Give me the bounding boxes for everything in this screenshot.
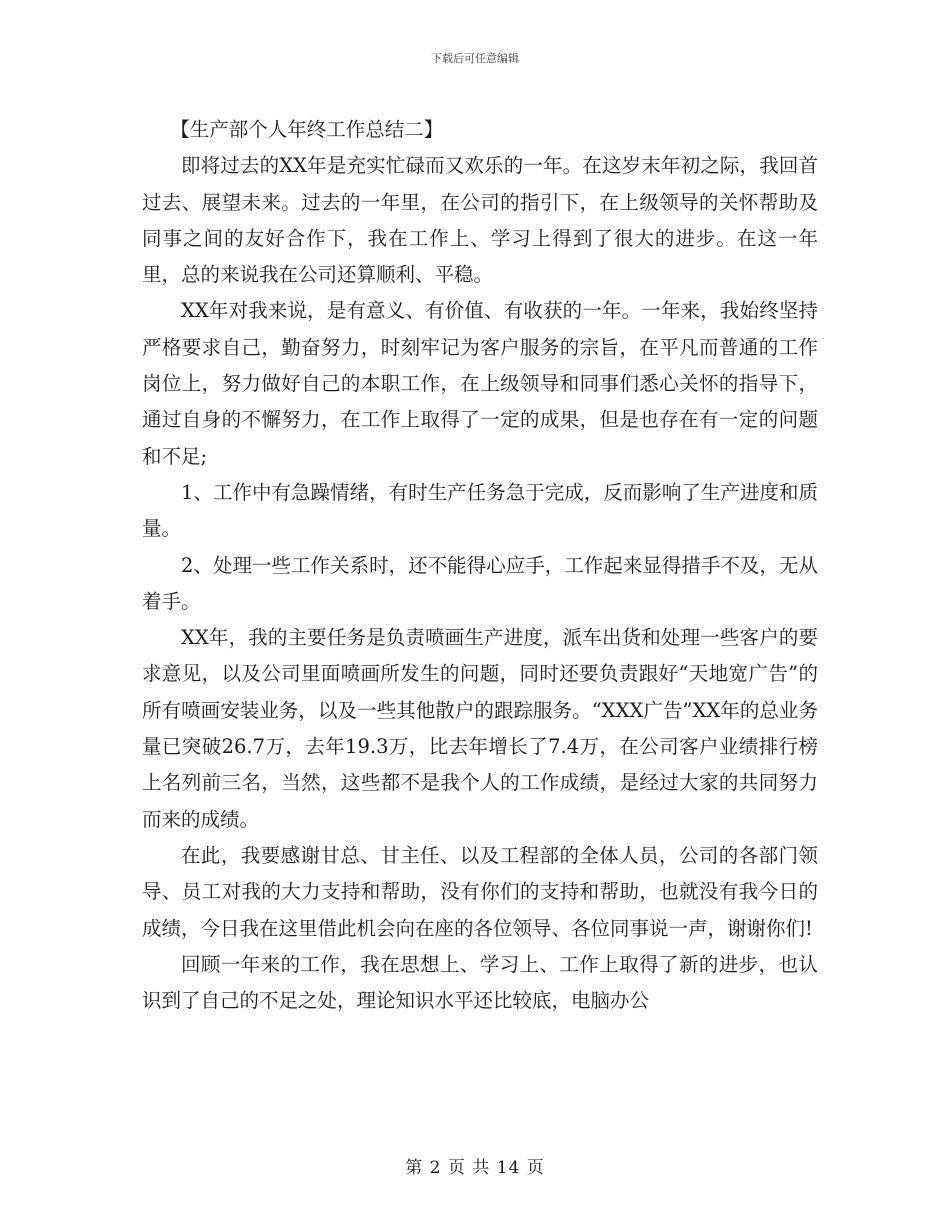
document-title: 【生产部个人年终工作总结二】 <box>170 118 444 141</box>
page-header: 下载后可任意编辑 <box>431 52 519 65</box>
list-item: 1、工作中有急躁情绪，有时生产任务急于完成，反而影响了生产进度和质量。 <box>142 480 818 541</box>
paragraph: 即将过去的XX年是充实忙碌而又欢乐的一年。在这岁末年初之际，我回首过去、展望未来。过去的一年里，在公司的指引下，在上级领导的关怀帮助及同事之间的友好合作下，我在工作上、学习上得到了很大的进步。在这一年里，总的来说我在公司还算顺利、平稳。 <box>142 154 818 287</box>
paragraph: 回顾一年来的工作，我在思想上、学习上、工作上取得了新的进步，也认识到了自己的不足之处，理论知识水平还比较底，电脑办公 <box>142 952 818 1013</box>
document-body <box>142 112 818 1019</box>
page-number: 第 2 页 共 14 页 <box>405 1158 545 1178</box>
paragraph: XX年对我来说，是有意义、有价值、有收获的一年。一年来，我始终坚持严格要求自己，勤奋努力，时刻牢记为客户服务的宗旨，在平凡而普通的工作岗位上，努力做好自己的本职工作，在上级领导和同事们悉心关怀的指导下，通过自身的不懈努力，在工作上取得了一定的成果，但是也存在有一定的问题和不足; <box>142 299 818 468</box>
list-item: 2、处理一些工作关系时，还不能得心应手，工作起来显得措手不及，无从着手。 <box>142 553 818 613</box>
paragraph: 在此，我要感谢甘总、甘主任、以及工程部的全体人员，公司的各部门领导、员工对我的大力支持和帮助，没有你们的支持和帮助，也就没有我今日的成绩，今日我在这里借此机会向在座的各位领导、各位同事说一声，谢谢你们! <box>142 843 818 940</box>
paragraph: XX年，我的主要任务是负责喷画生产进度，派车出货和处理一些客户的要求意见，以及公司里面喷画所发生的问题，同时还要负责跟好“天地宽广告”的所有喷画安装业务，以及一些其他散户的跟踪服务。“XXX广告”XX年的总业务量已突破26.7万，去年19.3万，比去年增长了7.4万，在公司客户业绩排行榜上名列前三名，当然，这些都不是我个人的工作成绩，是经过大家的共同努力而来的成绩。 <box>142 626 818 831</box>
